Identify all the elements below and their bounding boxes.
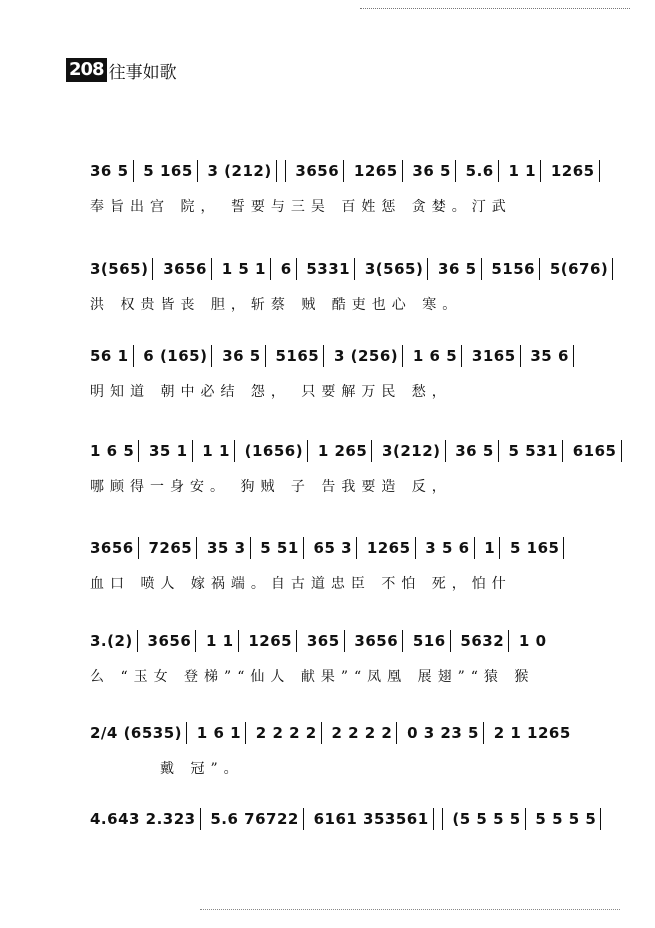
page-header <box>66 58 177 82</box>
score-system-2 <box>90 258 609 316</box>
lyrics-line: 奉旨出宫 院， 誓要与三吴 百姓惩 贪婪。汀武 <box>90 199 512 215</box>
measure: 5 165 <box>509 538 560 557</box>
measure: 35 3 <box>206 538 246 557</box>
measure: 3(565) <box>364 259 424 278</box>
measure: 56 1 <box>90 346 129 365</box>
measure: 4.643 2.323 <box>90 809 196 828</box>
measure: 3 (212) <box>207 161 272 180</box>
measure: 2/4 (6535) <box>90 723 183 742</box>
measure: 5.6 <box>465 161 494 180</box>
measure: 36 5 <box>455 441 494 460</box>
measure: 5632 <box>460 631 505 650</box>
notation-line <box>90 808 597 834</box>
score-system-1 <box>90 160 595 218</box>
score-system-6 <box>90 630 562 688</box>
measure: 1 5 1 <box>221 259 266 278</box>
measure: 3656 <box>295 161 340 180</box>
measure: 3656 <box>354 631 399 650</box>
measure: 1265 <box>366 538 411 557</box>
measure: 3 (256) <box>333 346 399 365</box>
score-system-7 <box>90 722 571 780</box>
measure: 5 165 <box>143 161 193 180</box>
measure: (1656) <box>244 441 304 460</box>
measure: 5165 <box>275 346 320 365</box>
measure: 3656 <box>163 259 207 278</box>
lyrics-line: 哪顾得一身安。 狗贼 子 告我要造 反， <box>90 479 452 495</box>
measure: 1 1 <box>206 631 234 650</box>
lyrics-line: 么 “玉女 登梯”“仙人 献果”“凤凰 展翅”“猿 猴 <box>90 669 535 685</box>
measure: 1 1 <box>202 441 230 460</box>
measure: 3165 <box>471 346 516 365</box>
measure: 1 6 5 <box>412 346 458 365</box>
score-system-3 <box>90 345 569 403</box>
measure: 1 0 <box>518 631 547 650</box>
score-system-4 <box>90 440 617 498</box>
measure: 5156 <box>491 259 536 278</box>
measure: 1 6 1 <box>196 723 242 742</box>
measure: 5 531 <box>508 441 559 460</box>
notation-line <box>90 630 562 656</box>
measure: 5331 <box>306 259 351 278</box>
measure: 3.(2) <box>90 631 133 650</box>
measure: 2 2 2 2 <box>255 723 317 742</box>
measure: 1265 <box>248 631 293 650</box>
measure: 36 5 <box>412 161 451 180</box>
measure: 36 5 <box>438 259 477 278</box>
notation-line <box>90 537 562 563</box>
measure: 1265 <box>353 161 398 180</box>
lyrics-line: 洪 权贵皆丧 胆，斩蔡 贼 酷吏也心 寒。 <box>90 297 463 313</box>
measure: 2 1 1265 <box>493 723 571 742</box>
page-number: 208 <box>66 58 107 82</box>
lyrics-line <box>90 844 562 866</box>
measure: 6161 353561 <box>313 809 429 828</box>
top-scan-marks <box>360 8 630 15</box>
measure: 7265 <box>148 538 193 557</box>
measure: (5 5 5 5 <box>452 809 521 828</box>
measure: 5 51 <box>260 538 299 557</box>
measure: 1 265 <box>317 441 368 460</box>
measure: 0 3 23 5 <box>407 723 479 742</box>
measure: 6 <box>280 259 292 278</box>
lyrics-line: 明知道 朝中必结 怨， 只要解万民 愁， <box>90 384 452 400</box>
measure: 1 1 <box>508 161 537 180</box>
measure: 65 3 <box>313 538 353 557</box>
measure: 1 <box>484 538 496 557</box>
measure: 365 <box>306 631 340 650</box>
notation-line <box>90 258 609 284</box>
measure: 35 1 <box>149 441 188 460</box>
measure: 3(565) <box>90 259 149 278</box>
notation-line <box>90 722 571 748</box>
measure: 36 5 <box>222 346 261 365</box>
measure: 3 5 6 <box>425 538 470 557</box>
measure: 36 5 <box>90 161 129 180</box>
measure: 2 2 2 2 <box>331 723 393 742</box>
notation-line <box>90 160 595 186</box>
score-system-5 <box>90 537 562 595</box>
measure: 5(676) <box>549 259 609 278</box>
measure: 5 5 5 5 <box>535 809 597 828</box>
measure: 1 6 5 <box>90 441 135 460</box>
lyrics-line: 戴 冠”。 <box>160 761 244 777</box>
lyrics-line: 血口 喷人 嫁祸端。自古道忠臣 不怕 死，怕什 <box>90 576 512 592</box>
measure: 3656 <box>90 538 134 557</box>
measure: 35 6 <box>530 346 569 365</box>
score-system-8 <box>90 808 597 866</box>
measure: 6165 <box>572 441 617 460</box>
notation-line <box>90 440 617 466</box>
measure: 5.6 76722 <box>210 809 299 828</box>
measure: 516 <box>412 631 446 650</box>
book-title: 往事如歌 <box>108 62 177 83</box>
measure: 6 (165) <box>143 346 208 365</box>
bottom-scan-marks <box>200 909 620 914</box>
measure: 1265 <box>550 161 595 180</box>
measure: 3(212) <box>382 441 441 460</box>
notation-line <box>90 345 569 371</box>
measure: 3656 <box>147 631 192 650</box>
